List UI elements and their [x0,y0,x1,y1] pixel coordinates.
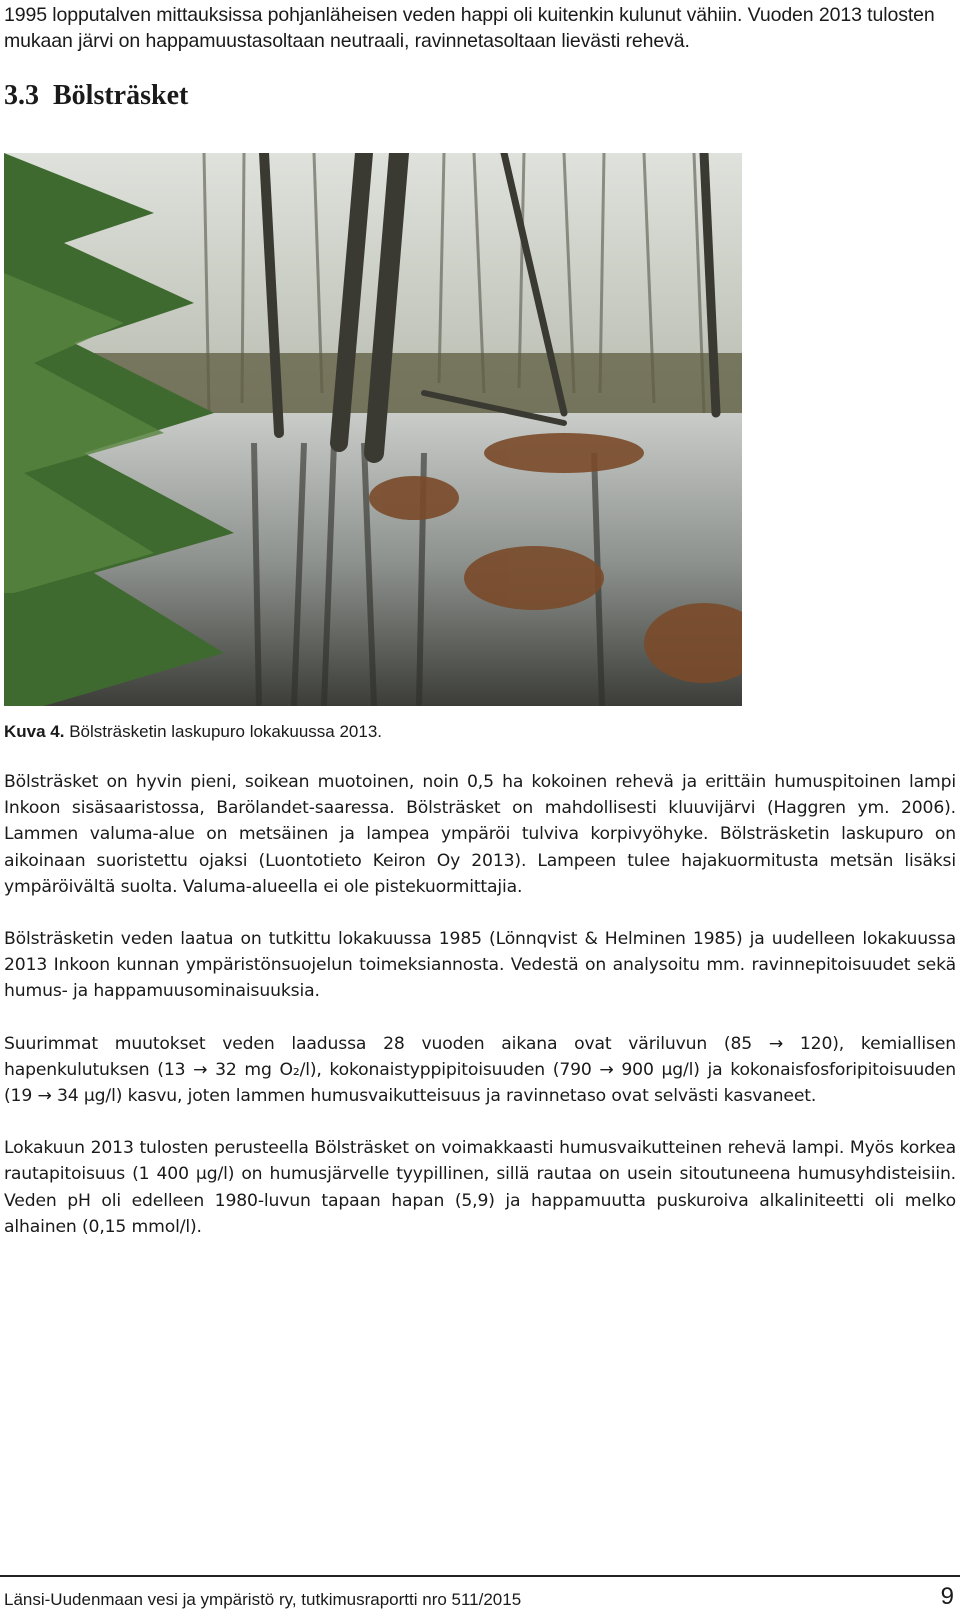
body-text [4,769,956,1266]
page-number: 9 [940,1583,954,1610]
section-title: Bölsträsket [53,80,189,111]
paragraph: Bölsträsket on hyvin pieni, soikean muotoinen, noin 0,5 ha kokoinen rehevä ja erittäin humuspitoinen lampi Inkoon sisäsaaristossa, Barölandet-saaressa. Bölsträsket on mahdollisesti kluuvijärvi (Haggren ym. 2006). Lammen valuma-alue on metsäinen ja lampea ympäröi tulviva korpivyöhyke. Bölsträsketin laskupuro on aikoinaan suoristettu ojaksi (Luontotieto Keiron Oy 2013). Lampeen tulee hajakuormitusta metsän lisäksi ympäröivältä suolta. Valuma-alueella ei ole pistekuormittajia. [4,772,956,897]
intro-paragraph: 1995 lopputalven mittauksissa pohjanläheisen veden happi oli kuitenkin kulunut vähiin. Vuoden 2013 tulosten mukaan järvi on happamuustasoltaan neutraali, ravinnetasoltaan lievästi rehevä. [4,4,935,52]
footer-divider [0,1575,960,1577]
figure-label: Kuva 4. [4,722,65,741]
figure-photo [4,153,742,706]
section-number: 3.3 [4,80,39,111]
swamp-forest-photo [4,153,742,706]
figure-caption-text: Bölsträsketin laskupuro lokakuussa 2013. [69,722,383,741]
figure-caption [4,721,382,743]
paragraph: Suurimmat muutokset veden laadussa 28 vuoden aikana ovat väriluvun (85 → 120), kemiallisen hapenkulutuksen (13 → 32 mg O₂/l), kokonaistyppipitoisuuden (790 → 900 µg/l) ja kokonaisfosforipitoisuuden (19 → 34 µg/l) kasvu, joten lammen humusvaikutteisuus ja ravinnetaso ovat selvästi kasvaneet. [4,1033,956,1107]
paragraph: Bölsträsketin veden laatua on tutkittu lokakuussa 1985 (Lönnqvist & Helminen 1985) ja uudelleen lokakuussa 2013 Inkoon kunnan ympäristönsuojelun toimeksiannosta. Vedestä on analysoitu mm. ravinnepitoisuudet sekä humus- ja happamuusominaisuuksia. [4,929,956,1002]
footer-publication: Länsi-Uudenmaan vesi ja ympäristö ry, tutkimusraportti nro 511/2015 [4,1590,522,1609]
section-heading [4,80,188,112]
paragraph: Lokakuun 2013 tulosten perusteella Bölsträsket on voimakkaasti humusvaikutteinen rehevä lampi. Myös korkea rautapitoisuus (1 400 µg/l) on humusjärvelle tyypillinen, sillä rautaa on usein sitoutuneena humusyhdisteisiin. Veden pH oli edelleen 1980-luvun tapaan hapan (5,9) ja happamuutta puskuroiva alkaliniteetti oli melko alhainen (0,15 mmol/l). [4,1138,956,1237]
